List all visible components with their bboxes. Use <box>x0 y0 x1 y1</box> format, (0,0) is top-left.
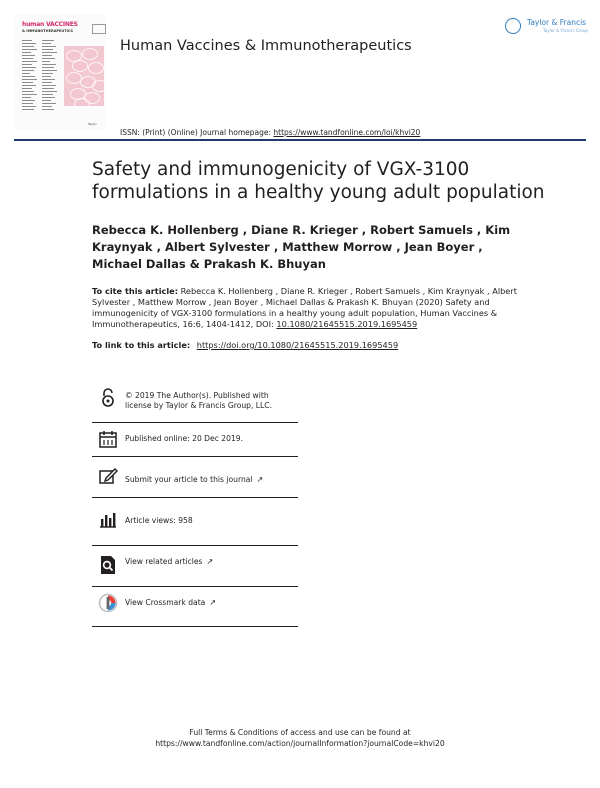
crossmark-icon <box>98 593 118 613</box>
cover-text-column <box>22 40 38 112</box>
published-text: Published online: 20 Dec 2019. <box>125 434 244 443</box>
logo-name: Taylor & Francis <box>527 18 587 27</box>
cover-image <box>64 46 104 106</box>
search-document-icon <box>98 555 118 575</box>
cover-text-column <box>42 40 58 112</box>
article-doi-link[interactable]: https://doi.org/10.1080/21645515.2019.1695459 <box>196 340 399 350</box>
bar-chart-icon <box>98 510 118 530</box>
published-row <box>92 422 298 457</box>
related-link[interactable] <box>125 557 213 567</box>
journal-homepage-link[interactable]: https://www.tandfonline.com/loi/khvi20 <box>273 128 421 137</box>
link-label: To link to this article: <box>92 340 191 350</box>
crossmark-row[interactable] <box>92 586 298 627</box>
submit-row[interactable] <box>92 456 298 498</box>
taylor-francis-logo-icon[interactable] <box>505 14 588 40</box>
journal-cover <box>14 14 106 130</box>
cover-brand-sub: & IMMUNOTHERAPEUTICS <box>22 29 74 33</box>
edit-icon <box>98 466 118 486</box>
footer-terms-link[interactable]: https://www.tandfonline.com/action/journalInformation?journalCode=khvi20 <box>155 739 445 748</box>
citation <box>92 286 522 330</box>
external-link-icon: ↗ <box>256 475 264 484</box>
license-text: © 2019 The Author(s). Published with license by Taylor & Francis Group, LLC. <box>125 391 272 410</box>
header-divider <box>14 139 586 141</box>
issn-line <box>120 128 420 137</box>
article-authors: Rebecca K. Hollenberg , Diane R. Krieger , Robert Samuels , Kim Kraynyak , Albert Sylvester , Matthew Morrow , Jean Boyer , Michael Dallas & Prakash K. Bhuyan <box>92 223 511 271</box>
article-title: Safety and immunogenicity of VGX-3100 formulations in a healthy young adult population <box>92 159 545 203</box>
logo-sub: Taylor & Francis Group <box>543 28 588 33</box>
cover-publisher-mark: Taylor <box>88 122 97 126</box>
journal-title[interactable]: Human Vaccines & Immunotherapeutics <box>120 38 412 54</box>
license-row <box>92 382 298 423</box>
crossmark-link[interactable] <box>125 598 216 608</box>
external-link-icon: ↗ <box>209 598 217 607</box>
article-link-line <box>92 340 398 350</box>
submit-link[interactable] <box>125 475 263 485</box>
views-row[interactable] <box>92 497 298 546</box>
external-link-icon: ↗ <box>206 557 214 566</box>
submit-text: Submit your article to this journal <box>125 475 253 484</box>
footer-line1: Full Terms & Conditions of access and use can be found at <box>189 728 411 737</box>
open-access-lock-icon <box>98 388 118 408</box>
cite-doi-link[interactable]: 10.1080/21645515.2019.1695459 <box>276 319 418 329</box>
related-row[interactable] <box>92 545 298 587</box>
cite-text: Rebecca K. Hollenberg , Diane R. Krieger , Robert Samuels , Kim Kraynyak , Albert Sylvester , Matthew Morrow , Jean Boyer , Michael Dallas & Prakash K. Bhuyan (2020) Safety and immunogenicity of VGX-3100 formulations in a healthy young adult population, Human Vaccines & Immunotherapeutics, 16:6, 1404-1412, DOI: <box>92 286 517 329</box>
calendar-icon <box>98 429 118 449</box>
logo-circle-icon <box>505 18 521 34</box>
cite-label: To cite this article: <box>92 286 178 296</box>
crossmark-text: View Crossmark data <box>125 598 206 607</box>
views-text: Article views: 958 <box>125 516 193 525</box>
related-text: View related articles <box>125 557 203 566</box>
cover-brand: human VACCINES <box>22 21 78 28</box>
cover-badge <box>92 24 106 34</box>
footer <box>0 727 600 749</box>
issn-text: ISSN: (Print) (Online) Journal homepage: <box>120 128 272 137</box>
